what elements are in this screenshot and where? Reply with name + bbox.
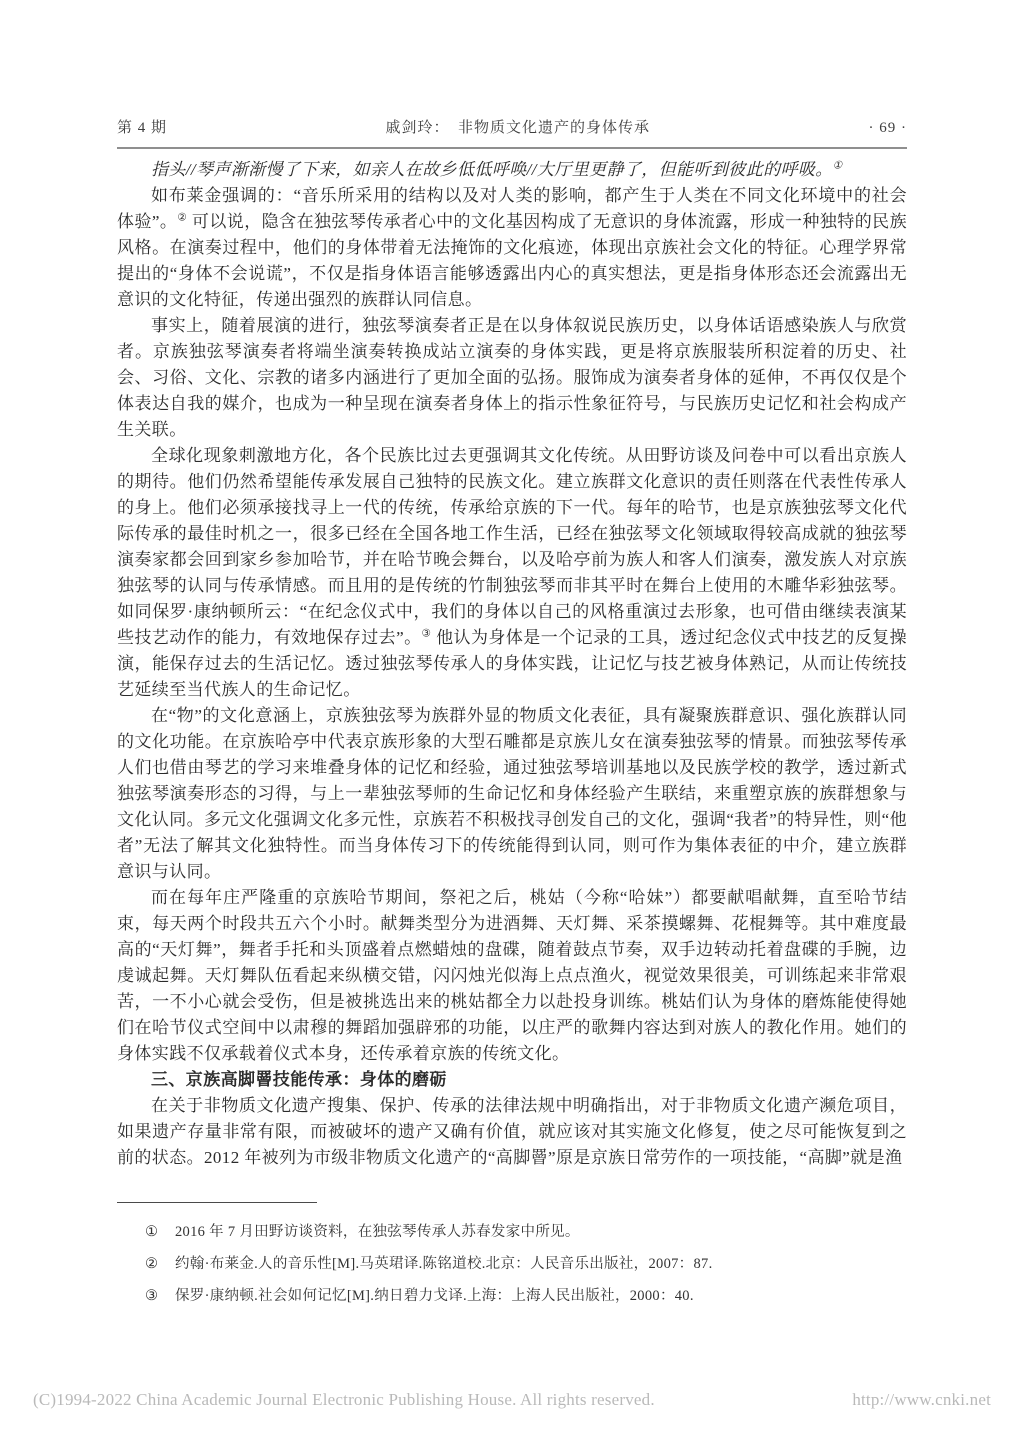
body-paragraph: 在“物”的文化意涵上，京族独弦琴为族群外显的物质文化表征，具有凝聚族群意识、强化族群认同的文化功能。在京族哈亭中代表京族形象的大型石雕都是京族儿女在演奏独弦琴的情景。而独弦琴传承人们也借由琴艺的学习来堆叠身体的记忆和经验，通过独弦琴培训基地以及民族学校的教学，透过新式独弦琴演奏形态的习得，与上一辈独弦琴师的生命记忆和身体经验产生联结，来重塑京族的族群想象与文化认同。多元文化强调文化多元性，京族若不积极找寻创发自己的文化，强调“我者”的特异性，则“他者”无法了解其文化独特性。而当身体传习下的传统能得到认同，则可作为集体表征的中介，建立族群意识与认同。 xyxy=(117,706,907,881)
page-number: · 69 · xyxy=(868,120,907,136)
footnote-marker: ② xyxy=(145,1256,159,1272)
header-rule xyxy=(117,147,907,149)
article-body xyxy=(117,157,907,1171)
footnote-marker: ③ xyxy=(145,1288,159,1304)
footnote-divider xyxy=(117,1202,317,1203)
section-heading: 三、京族高脚罾技能传承：身体的磨砺 xyxy=(151,1070,447,1089)
running-title: 戚剑玲： 非物质文化遗产的身体传承 xyxy=(385,120,651,136)
footnote-item xyxy=(117,1216,907,1248)
epigraph-line: 指头//琴声渐渐慢了下来，如亲人在故乡低低呼唤//大厅里更静了，但能听到彼此的呼吸。① xyxy=(151,160,843,179)
issue-label: 第 4 期 xyxy=(117,120,168,136)
footnote-text: 2016 年 7 月田野访谈资料，在独弦琴传承人苏春发家中所见。 xyxy=(175,1224,580,1240)
copyright-text: (C)1994-2022 China Academic Journal Electronic Publishing House. All rights reserved. xyxy=(33,1390,655,1409)
footnote-item xyxy=(117,1280,907,1312)
footnote-marker: ① xyxy=(145,1224,159,1240)
page-header xyxy=(117,116,907,137)
footnote-text: 保罗·康纳顿.社会如何记忆[M].纳日碧力戈译.上海：上海人民出版社，2000：40. xyxy=(175,1288,694,1304)
page-footer xyxy=(33,1390,991,1410)
body-paragraph: 而在每年庄严隆重的京族哈节期间，祭祀之后，桃姑（今称“哈妹”）都要献唱献舞，直至哈节结束，每天两个时段共五六个小时。献舞类型分为进酒舞、天灯舞、采茶摸螺舞、花棍舞等。其中难度最高的“天灯舞”，舞者手托和头顶盛着点燃蜡烛的盘碟，随着鼓点节奏，双手边转动托着盘碟的手腕，边虔诚起舞。天灯舞队伍看起来纵横交错，闪闪烛光似海上点点渔火，视觉效果很美，可训练起来非常艰苦，一不小心就会受伤，但是被挑选出来的桃姑都全力以赴投身训练。桃姑们认为身体的磨炼能使得她们在哈节仪式空间中以肃穆的舞蹈加强辟邪的功能，以庄严的歌舞内容达到对族人的教化作用。她们的身体实践不仅承载着仪式本身，还传承着京族的传统文化。 xyxy=(117,888,907,1063)
body-paragraph: 全球化现象刺激地方化，各个民族比过去更强调其文化传统。从田野访谈及问卷中可以看出京族人的期待。他们仍然希望能传承发展自己独特的民族文化。建立族群文化意识的责任则落在代表性传承人的身上。他们必须承接找寻上一代的传统，传承给京族的下一代。每年的哈节，也是京族独弦琴文化代际传承的最佳时机之一，很多已经在全国各地工作生活，已经在独弦琴文化领域取得较高成就的独弦琴演奏家都会回到家乡参加哈节，并在哈节晚会舞台，以及哈亭前为族人和客人们演奏，激发族人对京族独弦琴的认同与传承情感。而且用的是传统的竹制独弦琴而非其平时在舞台上使用的木雕华彩独弦琴。如同保罗·康纳顿所云：“在纪念仪式中，我们的身体以自己的风格重演过去形象，也可借由继续表演某些技艺动作的能力，有效地保存过去”。③ 他认为身体是一个记录的工具，透过纪念仪式中技艺的反复操演，能保存过去的生活记忆。透过独弦琴传承人的身体实践，让记忆与技艺被身体熟记，从而让传统技艺延续至当代族人的生命记忆。 xyxy=(117,446,908,699)
footnotes xyxy=(117,1216,907,1312)
body-paragraph: 事实上，随着展演的进行，独弦琴演奏者正是在以身体叙说民族历史，以身体话语感染族人与欣赏者。京族独弦琴演奏者将端坐演奏转换成站立演奏的身体实践，更是将京族服装所积淀着的历史、社会、习俗、文化、宗教的诸多内涵进行了更加全面的弘扬。服饰成为演奏者身体的延伸，不再仅仅是个体表达自我的媒介，也成为一种呈现在演奏者身体上的指示性象征符号，与民族历史记忆和社会构成产生关联。 xyxy=(117,316,907,439)
footnote-text: 约翰·布莱金.人的音乐性[M].马英珺译.陈铭道校.北京：人民音乐出版社，2007：87. xyxy=(175,1256,713,1272)
body-paragraph: 在关于非物质文化遗产搜集、保护、传承的法律法规中明确指出，对于非物质文化遗产濒危项目，如果遗产存量非常有限，而被破坏的遗产又确有价值，就应该对其实施文化修复，使之尽可能恢复到之前的状态。2012 年被列为市级非物质文化遗产的“高脚罾”原是京族日常劳作的一项技能，“高脚”就是渔 xyxy=(117,1096,907,1167)
cnki-url[interactable]: http://www.cnki.net xyxy=(852,1390,991,1409)
body-paragraph: 如布莱金强调的：“音乐所采用的结构以及对人类的影响，都产生于人类在不同文化环境中的社会体验”。② 可以说，隐含在独弦琴传承者心中的文化基因构成了无意识的身体流露，形成一种独特的民族风格。在演奏过程中，他们的身体带着无法掩饰的文化痕迹，体现出京族社会文化的特征。心理学界常提出的“身体不会说谎”，不仅是指身体语言能够透露出内心的真实想法，更是指身体形态还会流露出无意识的文化特征，传递出强烈的族群认同信息。 xyxy=(117,186,907,309)
footnote-item xyxy=(117,1248,907,1280)
